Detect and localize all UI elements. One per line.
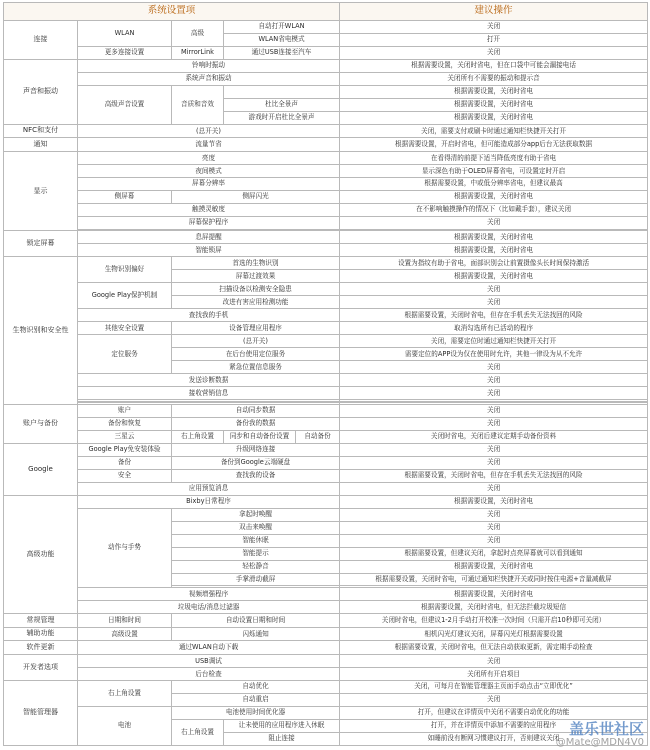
suggestion-cell: 根据需要设置，关闭时省电 (340, 111, 648, 124)
table-row (4, 614, 648, 628)
table-row (4, 203, 648, 216)
setting-cell: 在后台使用定位服务 (172, 348, 340, 361)
header-suggested-action: 建议操作 (340, 3, 648, 21)
setting-cell: 视频增强程序 (78, 588, 340, 601)
setting-cell: 动作与手势 (78, 508, 172, 587)
table-row (4, 680, 648, 693)
suggestion-cell: 关闭 (340, 374, 648, 387)
setting-cell: 备份我的数据 (172, 417, 340, 430)
table-row (4, 706, 648, 719)
setting-cell: 息屏提醒 (78, 231, 340, 244)
suggestion-cell: 根据需要设置，关闭时省电，但存在手机丢失无法找回的风险 (340, 309, 648, 322)
setting-cell: 安全 (78, 469, 172, 482)
suggestion-cell: 设置为指纹有助于省电，面部识别会让前置摄像头长时间保持激活 (340, 257, 648, 270)
setting-cell: 游戏时开启杜比全景声 (224, 111, 340, 124)
suggestion-cell: 关闭 (340, 417, 648, 430)
setting-cell: 智能休眠 (172, 534, 340, 547)
setting-cell: 音质和音效 (172, 85, 224, 124)
setting-cell: 改进有害应用检测功能 (172, 296, 340, 309)
suggestion-cell: 在不影响触摸操作的情况下（比如戴手套），建议关闭 (340, 203, 648, 216)
setting-cell: 自动备份 (296, 430, 340, 443)
setting-cell: 右上角设置 (172, 719, 224, 745)
table-row (4, 216, 648, 229)
category-cell: 锁定屏幕 (4, 231, 78, 257)
category-cell: NFC和支付 (4, 124, 78, 138)
table-row (4, 257, 648, 270)
setting-cell: (总开关) (78, 124, 340, 138)
table-row (4, 482, 648, 495)
setting-cell: 自动设置日期和时间 (172, 614, 340, 628)
table-row (4, 495, 648, 508)
table-row (4, 430, 648, 443)
setting-cell: 生物识别偏好 (78, 257, 172, 283)
table-row (4, 601, 648, 614)
suggestion-cell: 关闭 (340, 456, 648, 469)
setting-cell: 闪烁通知 (172, 627, 340, 641)
suggestion-cell: 根据需要设置，关闭时省电，可通过通知栏快捷开关或同时按住电源+音量减截屏 (340, 573, 648, 586)
watermark-site: 盖乐世社区 (568, 719, 644, 738)
table-row (4, 374, 648, 387)
setting-cell: 账户 (78, 404, 172, 417)
suggestion-cell: 关闭 (340, 655, 648, 668)
suggestion-cell: 根据需要设置，关闭时省电 (340, 270, 648, 283)
suggestion-cell: 关闭所有开启项目 (340, 667, 648, 680)
suggestion-cell: 根据需要设置，关闭时省电 (340, 190, 648, 203)
setting-cell: 铃响时振动 (78, 59, 340, 72)
suggestion-cell: 关闭，需要定位时通过通知栏快捷开关打开 (340, 335, 648, 348)
setting-cell: 其他安全设置 (78, 322, 172, 335)
setting-cell: 系统声音和振动 (78, 72, 340, 85)
category-cell: 智能管理器 (4, 680, 78, 745)
suggestion-cell: 根据需要设置，关闭时省电 (340, 244, 648, 257)
category-cell: 生物识别和安全性 (4, 257, 78, 405)
setting-cell: 升级网络连接 (172, 443, 340, 456)
setting-cell: 屏幕分辨率 (78, 177, 340, 190)
suggestion-cell: 关闭 (340, 46, 648, 59)
suggestion-cell: 关闭 (340, 521, 648, 534)
suggestion-cell: 关闭 (340, 693, 648, 706)
suggestion-cell: 关闭 (340, 20, 648, 33)
setting-cell: 发送诊断数据 (78, 374, 340, 387)
table-row (4, 335, 648, 348)
category-cell: 常规管理 (4, 614, 78, 628)
table-row (4, 164, 648, 177)
setting-cell: USB调试 (78, 655, 340, 668)
setting-cell: 右上角设置 (78, 680, 172, 706)
table-row (4, 456, 648, 469)
suggestion-cell: 根据需要设置，关闭时省电 (340, 495, 648, 508)
setting-cell: 智能锁屏 (78, 244, 340, 257)
setting-cell: 右上角设置 (172, 430, 224, 443)
category-cell: 显示 (4, 152, 78, 231)
suggestion-cell: 根据需要设置，关闭时省电，但在口袋中可能会漏接电话 (340, 59, 648, 72)
setting-cell: 查找我的设备 (172, 469, 340, 482)
suggestion-cell: 打开，并在详情页中添加不需要的应用程序 (340, 719, 648, 732)
setting-cell: WLAN (78, 20, 172, 46)
table-row (4, 283, 648, 296)
table-row (4, 138, 648, 152)
setting-cell: 让未使用的应用程序进入休眠 (224, 719, 340, 732)
setting-cell: 接收营销信息 (78, 387, 340, 400)
setting-cell: 垃圾电话/消息过滤器 (78, 601, 340, 614)
suggestion-cell: 需要定位的APP设为仅在使用时允许，其他一律设为从不允许 (340, 348, 648, 361)
suggestion-cell: 根据需要设置，关闭时省电，但无法自动获取更新，需定期手动检查 (340, 641, 648, 655)
table-row (4, 588, 648, 601)
setting-cell: 亮度 (78, 152, 340, 165)
table-row (4, 641, 648, 655)
category-cell: 辅助功能 (4, 627, 78, 641)
suggestion-cell: 根据需要设置，中或低分辨率省电，但建议最高 (340, 177, 648, 190)
setting-cell: 首选的生物识别 (172, 257, 340, 270)
suggestion-cell: 关闭 (340, 216, 648, 229)
setting-cell: 流量节省 (78, 138, 340, 152)
suggestion-cell: 根据需要设置，关闭时省电 (340, 85, 648, 98)
setting-cell: 轻松静音 (172, 560, 340, 573)
table-row (4, 20, 648, 33)
suggestion-cell: 显示深色有助于OLED屏幕省电，可设置定时开启 (340, 164, 648, 177)
setting-cell: 电池 (78, 706, 172, 745)
setting-cell: 侧屏闪光 (172, 190, 340, 203)
suggestion-cell: 关闭所有不需要的振动和提示音 (340, 72, 648, 85)
setting-cell: Bixby日常程序 (78, 495, 340, 508)
table-row (4, 231, 648, 244)
suggestion-cell: 相机闪光灯建议关闭，屏幕闪光灯根据需要设置 (340, 627, 648, 641)
suggestion-cell: 关闭 (340, 283, 648, 296)
suggestion-cell: 根据需要设置，关闭时省电 (340, 560, 648, 573)
table-row (4, 59, 648, 72)
suggestion-cell: 根据需要设置，开启时省电，但可能造成部分app后台无法获取数据 (340, 138, 648, 152)
settings-table-body (4, 3, 648, 746)
suggestion-cell: 关闭 (340, 482, 648, 495)
setting-cell: 后台检查 (78, 667, 340, 680)
table-row (4, 443, 648, 456)
setting-cell: 设备管理应用程序 (172, 322, 340, 335)
suggestion-cell: 打开 (340, 33, 648, 46)
suggestion-cell: 关闭 (340, 387, 648, 400)
table-row (4, 655, 648, 668)
suggestion-cell: 关闭 (340, 361, 648, 374)
setting-cell: 紧急位置信息服务 (172, 361, 340, 374)
setting-cell: 杜比全景声 (224, 98, 340, 111)
suggestion-cell: 根据需要设置，关闭时省电 (340, 588, 648, 601)
table-row (4, 309, 648, 322)
category-cell: 高级功能 (4, 495, 78, 613)
header-settings-item: 系统设置项 (4, 3, 340, 21)
setting-cell (224, 85, 340, 98)
suggestion-cell: 关闭 (340, 508, 648, 521)
suggestion-cell: 关闭，可每月在智能管理器主页面手动点击“立即优化” (340, 680, 648, 693)
suggestion-cell: 根据需要设置，但建议关闭，拿起时点亮屏幕就可以看到通知 (340, 547, 648, 560)
setting-cell: 自动优化 (172, 680, 340, 693)
setting-cell: 自动打开WLAN (224, 20, 340, 33)
setting-cell: 备份和恢复 (78, 417, 172, 430)
suggestion-cell: 根据需要设置，关闭时省电 (340, 98, 648, 111)
setting-cell: 屏幕过渡效果 (172, 270, 340, 283)
suggestion-cell: 关闭 (340, 296, 648, 309)
table-row (4, 244, 648, 257)
table-row (4, 469, 648, 482)
setting-cell: 拿起时唤醒 (172, 508, 340, 521)
setting-cell: 触摸灵敏度 (78, 203, 340, 216)
table-row (4, 667, 648, 680)
setting-cell: 自动重启 (172, 693, 340, 706)
suggestion-cell: 关闭时省电，但建议1-2月手动打开校准一次时间（只需开启10秒即可关闭） (340, 614, 648, 628)
setting-cell: MirrorLink (172, 46, 224, 59)
table-row (4, 72, 648, 85)
suggestion-cell: 关闭时省电，关闭后建议定期手动备份资料 (340, 430, 648, 443)
table-header-row (4, 3, 648, 21)
setting-cell: 夜间模式 (78, 164, 340, 177)
table-row (4, 417, 648, 430)
setting-cell: 侧屏幕 (78, 190, 172, 203)
setting-cell: 扫描设备以检测安全隐患 (172, 283, 340, 296)
setting-cell: WLAN省电模式 (224, 33, 340, 46)
setting-cell: 高级声音设置 (78, 85, 172, 124)
category-cell: 连接 (4, 20, 78, 59)
category-cell: 开发者选项 (4, 655, 78, 681)
suggestion-cell: 关闭，需要支付或刷卡时通过通知栏快捷开关打开 (340, 124, 648, 138)
category-cell: Google (4, 443, 78, 495)
setting-cell: 查找我的手机 (78, 309, 340, 322)
setting-cell: 自动同步数据 (172, 404, 340, 417)
category-cell: 声音和振动 (4, 59, 78, 124)
setting-cell: 更多连接设置 (78, 46, 172, 59)
category-cell: 软件更新 (4, 641, 78, 655)
table-row (4, 387, 648, 400)
setting-cell: 备份到Google云端硬盘 (172, 456, 340, 469)
watermark-user: @Mate@MDN4V0 (555, 736, 644, 748)
table-row (4, 85, 648, 98)
settings-table (3, 2, 648, 746)
setting-cell: (总开关) (172, 335, 340, 348)
setting-cell: Google Play保护机制 (78, 283, 172, 309)
table-row (4, 627, 648, 641)
suggestion-cell: 关闭 (340, 443, 648, 456)
suggestion-cell: 打开，但建议在详情页中关闭不需要自动优化的功能 (340, 706, 648, 719)
category-cell: 账户与备份 (4, 404, 78, 443)
suggestion-cell: 如睡前没有断网习惯建议打开，否则建议关闭 (340, 732, 648, 745)
suggestion-cell: 关闭 (340, 404, 648, 417)
table-row (4, 190, 648, 203)
setting-cell: 通过WLAN自动下载 (78, 641, 340, 655)
setting-cell: 电池使用时间优化器 (172, 706, 340, 719)
category-cell: 通知 (4, 138, 78, 152)
table-row (4, 124, 648, 138)
setting-cell: 高级 (172, 20, 224, 46)
setting-cell: 同步和自动备份设置 (224, 430, 296, 443)
setting-cell: 备份 (78, 456, 172, 469)
suggestion-cell: 关闭 (340, 534, 648, 547)
setting-cell: 阻止连接 (224, 732, 340, 745)
suggestion-cell: 取消勾选所有已活动的程序 (340, 322, 648, 335)
setting-cell: 双击来唤醒 (172, 521, 340, 534)
suggestion-cell: 根据需要设置，关闭时省电，但存在手机丢失无法找回的风险 (340, 469, 648, 482)
setting-cell: 日期和时间 (78, 614, 172, 628)
table-row (4, 177, 648, 190)
table-row (4, 152, 648, 165)
table-row (4, 508, 648, 521)
setting-cell: 手掌滑动截屏 (172, 573, 340, 586)
setting-cell: 高级设置 (78, 627, 172, 641)
setting-cell: Google Play免安装体验 (78, 443, 172, 456)
table-row (4, 404, 648, 417)
table-row (4, 46, 648, 59)
setting-cell: 通过USB连接至汽车 (224, 46, 340, 59)
setting-cell: 应用预览消息 (78, 482, 340, 495)
setting-cell: 智能提示 (172, 547, 340, 560)
table-row (4, 322, 648, 335)
suggestion-cell: 根据需要设置，关闭时省电 (340, 231, 648, 244)
setting-cell: 屏幕保护程序 (78, 216, 340, 229)
setting-cell: 三星云 (78, 430, 172, 443)
suggestion-cell: 在看得清的前提下适当降低亮度有助于省电 (340, 152, 648, 165)
suggestion-cell: 根据需要设置，关闭时省电，但无法拦截垃圾短信 (340, 601, 648, 614)
setting-cell: 定位服务 (78, 335, 172, 374)
